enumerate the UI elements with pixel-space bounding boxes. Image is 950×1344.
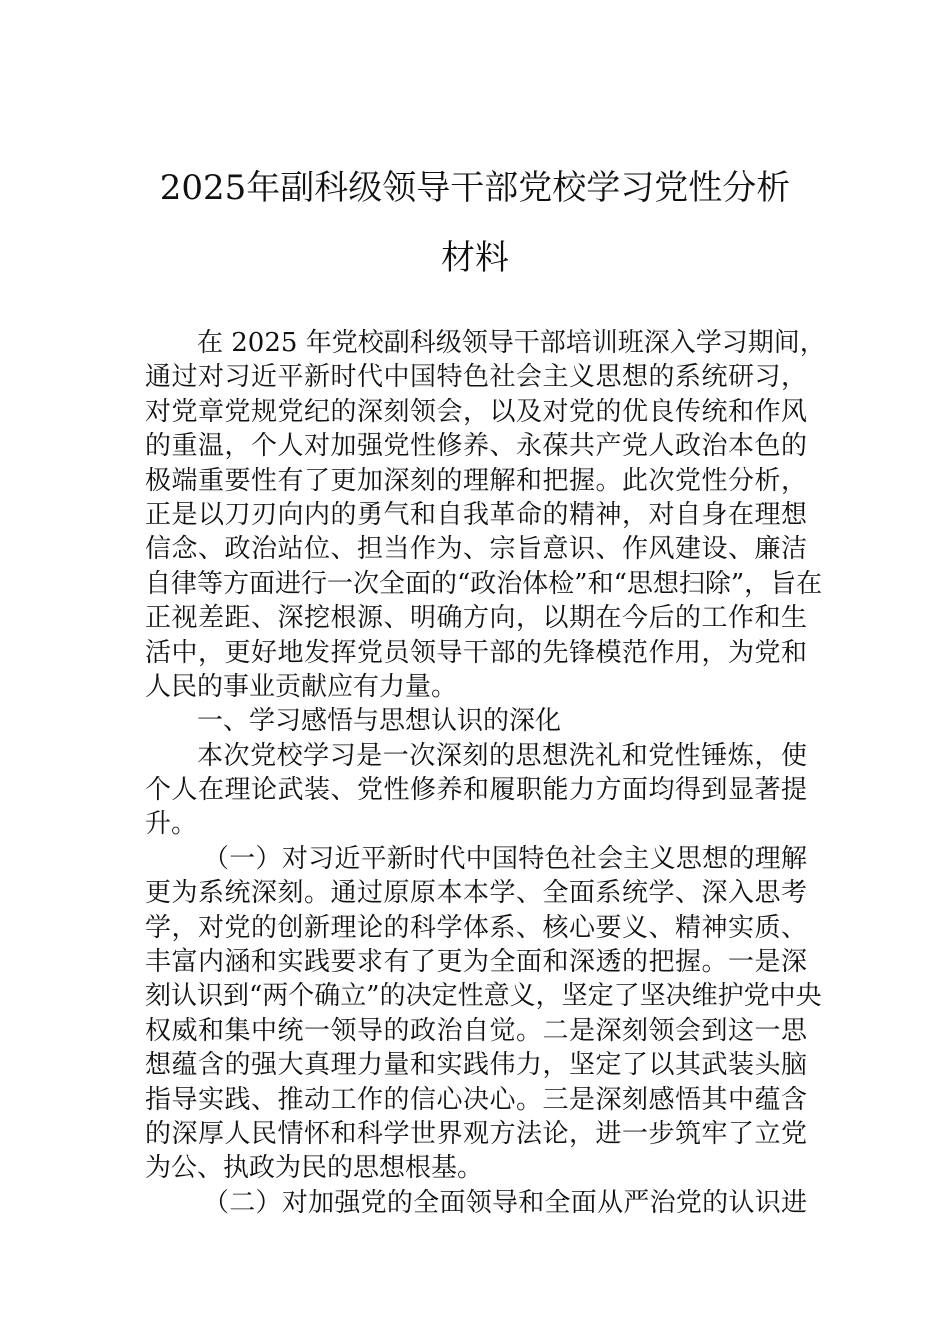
paragraph	[145, 842, 822, 1186]
text-line: 本次党校学习是一次深刻的思想洗礼和党性锤炼，使	[197, 740, 807, 771]
text-line: 学，对党的创新理论的科学体系、核心要义、精神实质、	[145, 912, 807, 943]
text-line: 指导实践、推动工作的信心决心。三是深刻感悟其中蕴含	[145, 1084, 807, 1115]
text-line: 自律等方面进行一次全面的“政治体检”和“思想扫除”，旨在	[145, 568, 823, 599]
text-line: 在 2025 年党校副科级领导干部培训班深入学习期间，	[197, 328, 826, 358]
paragraph	[145, 326, 826, 704]
text-line: 想蕴含的强大真理力量和实践伟力，坚定了以其武装头脑	[145, 1050, 807, 1081]
text-line: 极端重要性有了更加深刻的理解和把握。此次党性分析，	[145, 465, 807, 496]
text-line: 人民的事业贡献应有力量。	[145, 671, 458, 702]
text-line: 刻认识到“两个确立”的决定性意义，坚定了坚决维护党中央	[145, 981, 822, 1012]
paragraph	[145, 1186, 807, 1220]
text-line: （二）对加强党的全面领导和全面从严治党的认识进	[203, 1187, 807, 1218]
text-line: 一、学习感悟与思想认识的深化	[197, 706, 562, 737]
text-line: 通过对习近平新时代中国特色社会主义思想的系统研习，	[145, 362, 807, 393]
text-line: 升。	[145, 809, 198, 840]
text-line: 活中，更好地发挥党员领导干部的先锋模范作用，为党和	[145, 637, 807, 668]
section-heading	[145, 704, 807, 738]
text-line: 正是以刀刃向内的勇气和自我革命的精神，对自身在理想	[145, 499, 807, 530]
text-line: 权威和集中统一领导的政治自觉。二是深刻领会到这一思	[145, 1015, 807, 1046]
text-line: 丰富内涵和实践要求有了更为全面和深透的把握。一是深	[145, 947, 807, 978]
text-line: 更为系统深刻。通过原原本本学、全面系统学、深入思考	[145, 878, 807, 909]
text-line: 对党章党规党纪的深刻领会，以及对党的优良传统和作风	[145, 396, 807, 427]
document-body	[145, 326, 826, 1220]
text-line: 的深厚人民情怀和科学世界观方法论，进一步筑牢了立党	[145, 1118, 807, 1149]
text-line: 为公、执政为民的思想根基。	[145, 1153, 484, 1184]
text-line: 个人在理论武装、党性修养和履职能力方面均得到显著提	[145, 775, 807, 806]
text-line: 正视差距、深挖根源、明确方向，以期在今后的工作和生	[145, 603, 807, 634]
text-line: 信念、政治站位、担当作为、宗旨意识、作风建设、廉洁	[145, 534, 807, 565]
document-title-line-1: 2025年副科级领导干部党校学习党性分析	[159, 168, 791, 208]
paragraph	[145, 739, 807, 842]
text-line: （一）对习近平新时代中国特色社会主义思想的理解	[203, 843, 807, 874]
text-line: 的重温，个人对加强党性修养、永葆共产党人政治本色的	[145, 431, 807, 462]
document-title-line-2: 材料	[441, 238, 509, 278]
